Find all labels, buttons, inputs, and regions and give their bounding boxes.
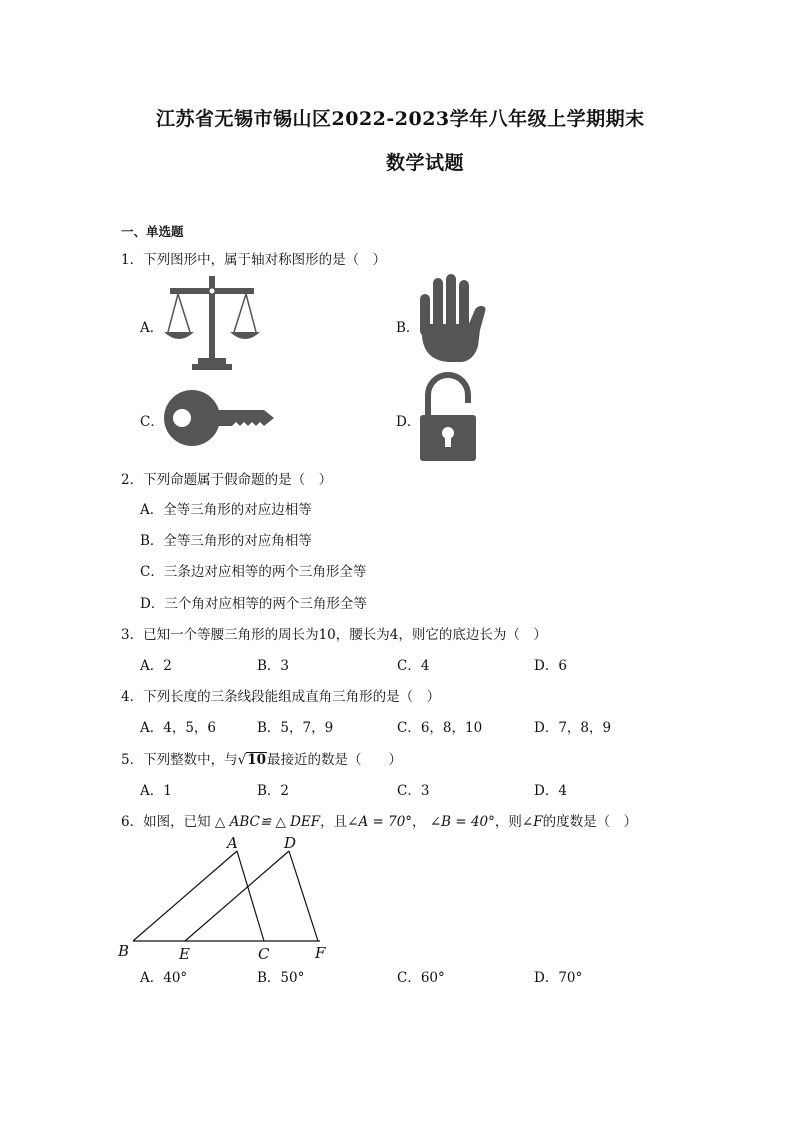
balance-scale-icon: [162, 276, 262, 372]
question-4-stem: 4．下列长度的三条线段能组成直角三角形的是（ ）: [121, 689, 441, 705]
question-6-conj-2: ，则: [494, 814, 522, 830]
question-1-option-c-label: C．: [140, 414, 164, 430]
question-4-option-c: C．6，8，10: [397, 720, 483, 736]
question-3-stem: 3．已知一个等腰三角形的周长为10，腰长为4，则它的底边长为（ ）: [121, 627, 547, 643]
point-label-c: C: [258, 945, 270, 963]
point-label-f: F: [315, 944, 326, 962]
question-2-option-b: B．全等三角形的对应角相等: [140, 533, 312, 549]
question-4-option-a: A．4，5，6: [140, 720, 217, 736]
section-heading: 一、单选题: [121, 224, 184, 239]
question-1-option-b-label: B．: [396, 320, 420, 336]
question-6-conj-1: ，且: [320, 814, 348, 830]
question-1-stem: 1．下列图形中，属于轴对称图形的是（ ）: [121, 252, 387, 268]
congruence-right: △ DEF: [275, 814, 321, 830]
question-5-option-d: D．4: [534, 783, 567, 799]
question-3-option-c: C．4: [397, 658, 430, 674]
congruence-left: △ ABC≌: [214, 814, 272, 830]
question-5-stem-end: 最接近的数是（ ）: [267, 752, 402, 768]
question-5-stem-start: 5．下列整数中，与: [121, 752, 238, 768]
angle-a-value: ∠A = 70°: [347, 814, 413, 830]
point-label-d: D: [284, 834, 297, 852]
question-3-option-b: B．3: [257, 658, 290, 674]
question-1-option-d-label: D．: [396, 414, 421, 430]
question-6-option-b: B．50°: [257, 970, 305, 986]
question-6-stem: [121, 810, 637, 830]
question-2-stem: 2．下列命题属于假命题的是（ ）: [121, 472, 333, 488]
question-2-option-d: D．三个角对应相等的两个三角形全等: [140, 596, 367, 612]
question-6-stem-end: 的度数是（ ）: [542, 814, 638, 830]
question-1-option-a-label: A．: [140, 320, 164, 336]
question-5-option-b: B．2: [257, 783, 290, 799]
question-4-option-d: D．7，8，9: [534, 720, 612, 736]
key-icon: [164, 390, 276, 446]
question-3-option-d: D．6: [534, 658, 567, 674]
question-2-option-c: C．三条边对应相等的两个三角形全等: [140, 564, 367, 580]
radical-sign: √: [237, 752, 247, 768]
question-2-option-a: A．全等三角形的对应边相等: [140, 502, 312, 518]
question-6-stem-start: 6．如图，已知: [121, 814, 211, 830]
question-3-option-a: A．2: [140, 658, 172, 674]
angle-b-value: ∠B = 40°: [429, 814, 495, 830]
radicand: 10: [247, 752, 266, 768]
document-title: 江苏省无锡市锡山区2022-2023学年八年级上学期期末: [156, 108, 645, 130]
question-6-option-c: C．60°: [397, 970, 445, 986]
angle-f: ∠F: [521, 814, 543, 830]
triangle-figure: [115, 832, 345, 962]
document-subtitle: 数学试题: [386, 152, 465, 174]
hand-icon: [418, 274, 488, 364]
question-4-option-b: B．5，7，9: [257, 720, 334, 736]
question-5-option-c: C．3: [397, 783, 430, 799]
point-label-e: E: [179, 945, 190, 963]
question-6-option-a: A．40°: [140, 970, 188, 986]
open-padlock-icon: [420, 375, 476, 461]
point-label-a: A: [227, 834, 238, 852]
point-label-b: B: [118, 942, 130, 960]
question-5-stem: [121, 748, 402, 768]
question-6-comma: ，: [412, 814, 426, 830]
question-5-option-a: A．1: [140, 783, 172, 799]
question-6-option-d: D．70°: [534, 970, 583, 986]
